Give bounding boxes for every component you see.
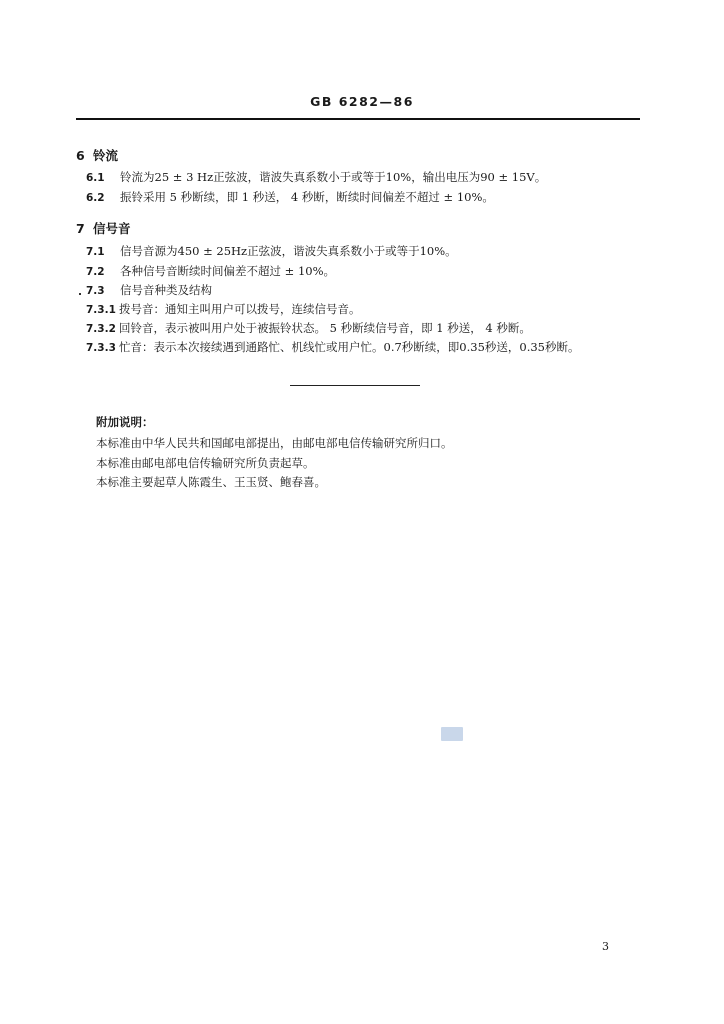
section-title: 铃流 bbox=[93, 148, 119, 163]
section-7-heading bbox=[76, 219, 131, 237]
clause-6-1 bbox=[86, 168, 546, 186]
clause-text: 信号音种类及结构 bbox=[120, 283, 212, 297]
notes-title: 附加说明： bbox=[96, 415, 154, 429]
section-6-heading bbox=[76, 146, 118, 164]
clause-text: 忙音：表示本次接续遇到通路忙、机线忙或用户忙。0.7秒断续，即0.35秒送，0.35秒断。 bbox=[119, 340, 580, 354]
clause-7-3-3 bbox=[86, 338, 580, 356]
clause-number: 7.1 bbox=[86, 246, 105, 258]
clause-number: 7.3 bbox=[86, 285, 105, 297]
clause-number: 7.2 bbox=[86, 266, 105, 278]
notes-line: 本标准由邮电部电信传输研究所负责起草。 bbox=[96, 456, 315, 470]
clause-7-2 bbox=[86, 262, 335, 280]
notes-line: 本标准由中华人民共和国邮电部提出，由邮电部电信传输研究所归口。 bbox=[96, 436, 453, 450]
clause-6-2 bbox=[86, 188, 494, 206]
clause-text: 回铃音，表示被叫用户处于被振铃状态。 5 秒断续信号音，即 1 秒送， 4 秒断。 bbox=[119, 321, 531, 335]
section-divider bbox=[290, 385, 420, 386]
clause-number: 6.2 bbox=[86, 192, 105, 204]
scan-mark bbox=[79, 293, 81, 295]
clause-7-3 bbox=[86, 281, 212, 299]
header-rule bbox=[76, 118, 640, 120]
watermark-stamp bbox=[441, 727, 463, 741]
clause-text: 信号音源为450 ± 25Hz正弦波，谐波失真系数小于或等于10%。 bbox=[120, 244, 457, 258]
section-title: 信号音 bbox=[93, 221, 131, 236]
clause-7-3-2 bbox=[86, 319, 531, 337]
clause-7-3-1 bbox=[86, 300, 361, 318]
section-number: 7 bbox=[76, 221, 85, 236]
notes-line: 本标准主要起草人陈霞生、王玉贤、鲍春喜。 bbox=[96, 475, 326, 489]
clause-number: 7.3.1 bbox=[86, 304, 116, 316]
clause-text: 各种信号音断续时间偏差不超过 ± 10%。 bbox=[120, 264, 336, 278]
clause-text: 振铃采用 5 秒断续，即 1 秒送， 4 秒断，断续时间偏差不超过 ± 10%。 bbox=[120, 190, 494, 204]
page-number: 3 bbox=[602, 940, 609, 953]
standard-code: GB 6282—86 bbox=[310, 94, 414, 109]
clause-text: 铃流为25 ± 3 Hz正弦波，谐波失真系数小于或等于10%，输出电压为90 ± 15V。 bbox=[120, 170, 547, 184]
clause-text: 拨号音：通知主叫用户可以拨号，连续信号音。 bbox=[119, 302, 361, 316]
clause-number: 7.3.3 bbox=[86, 342, 116, 354]
clause-7-1 bbox=[86, 242, 457, 260]
clause-number: 7.3.2 bbox=[86, 323, 116, 335]
clause-number: 6.1 bbox=[86, 172, 105, 184]
section-number: 6 bbox=[76, 148, 85, 163]
